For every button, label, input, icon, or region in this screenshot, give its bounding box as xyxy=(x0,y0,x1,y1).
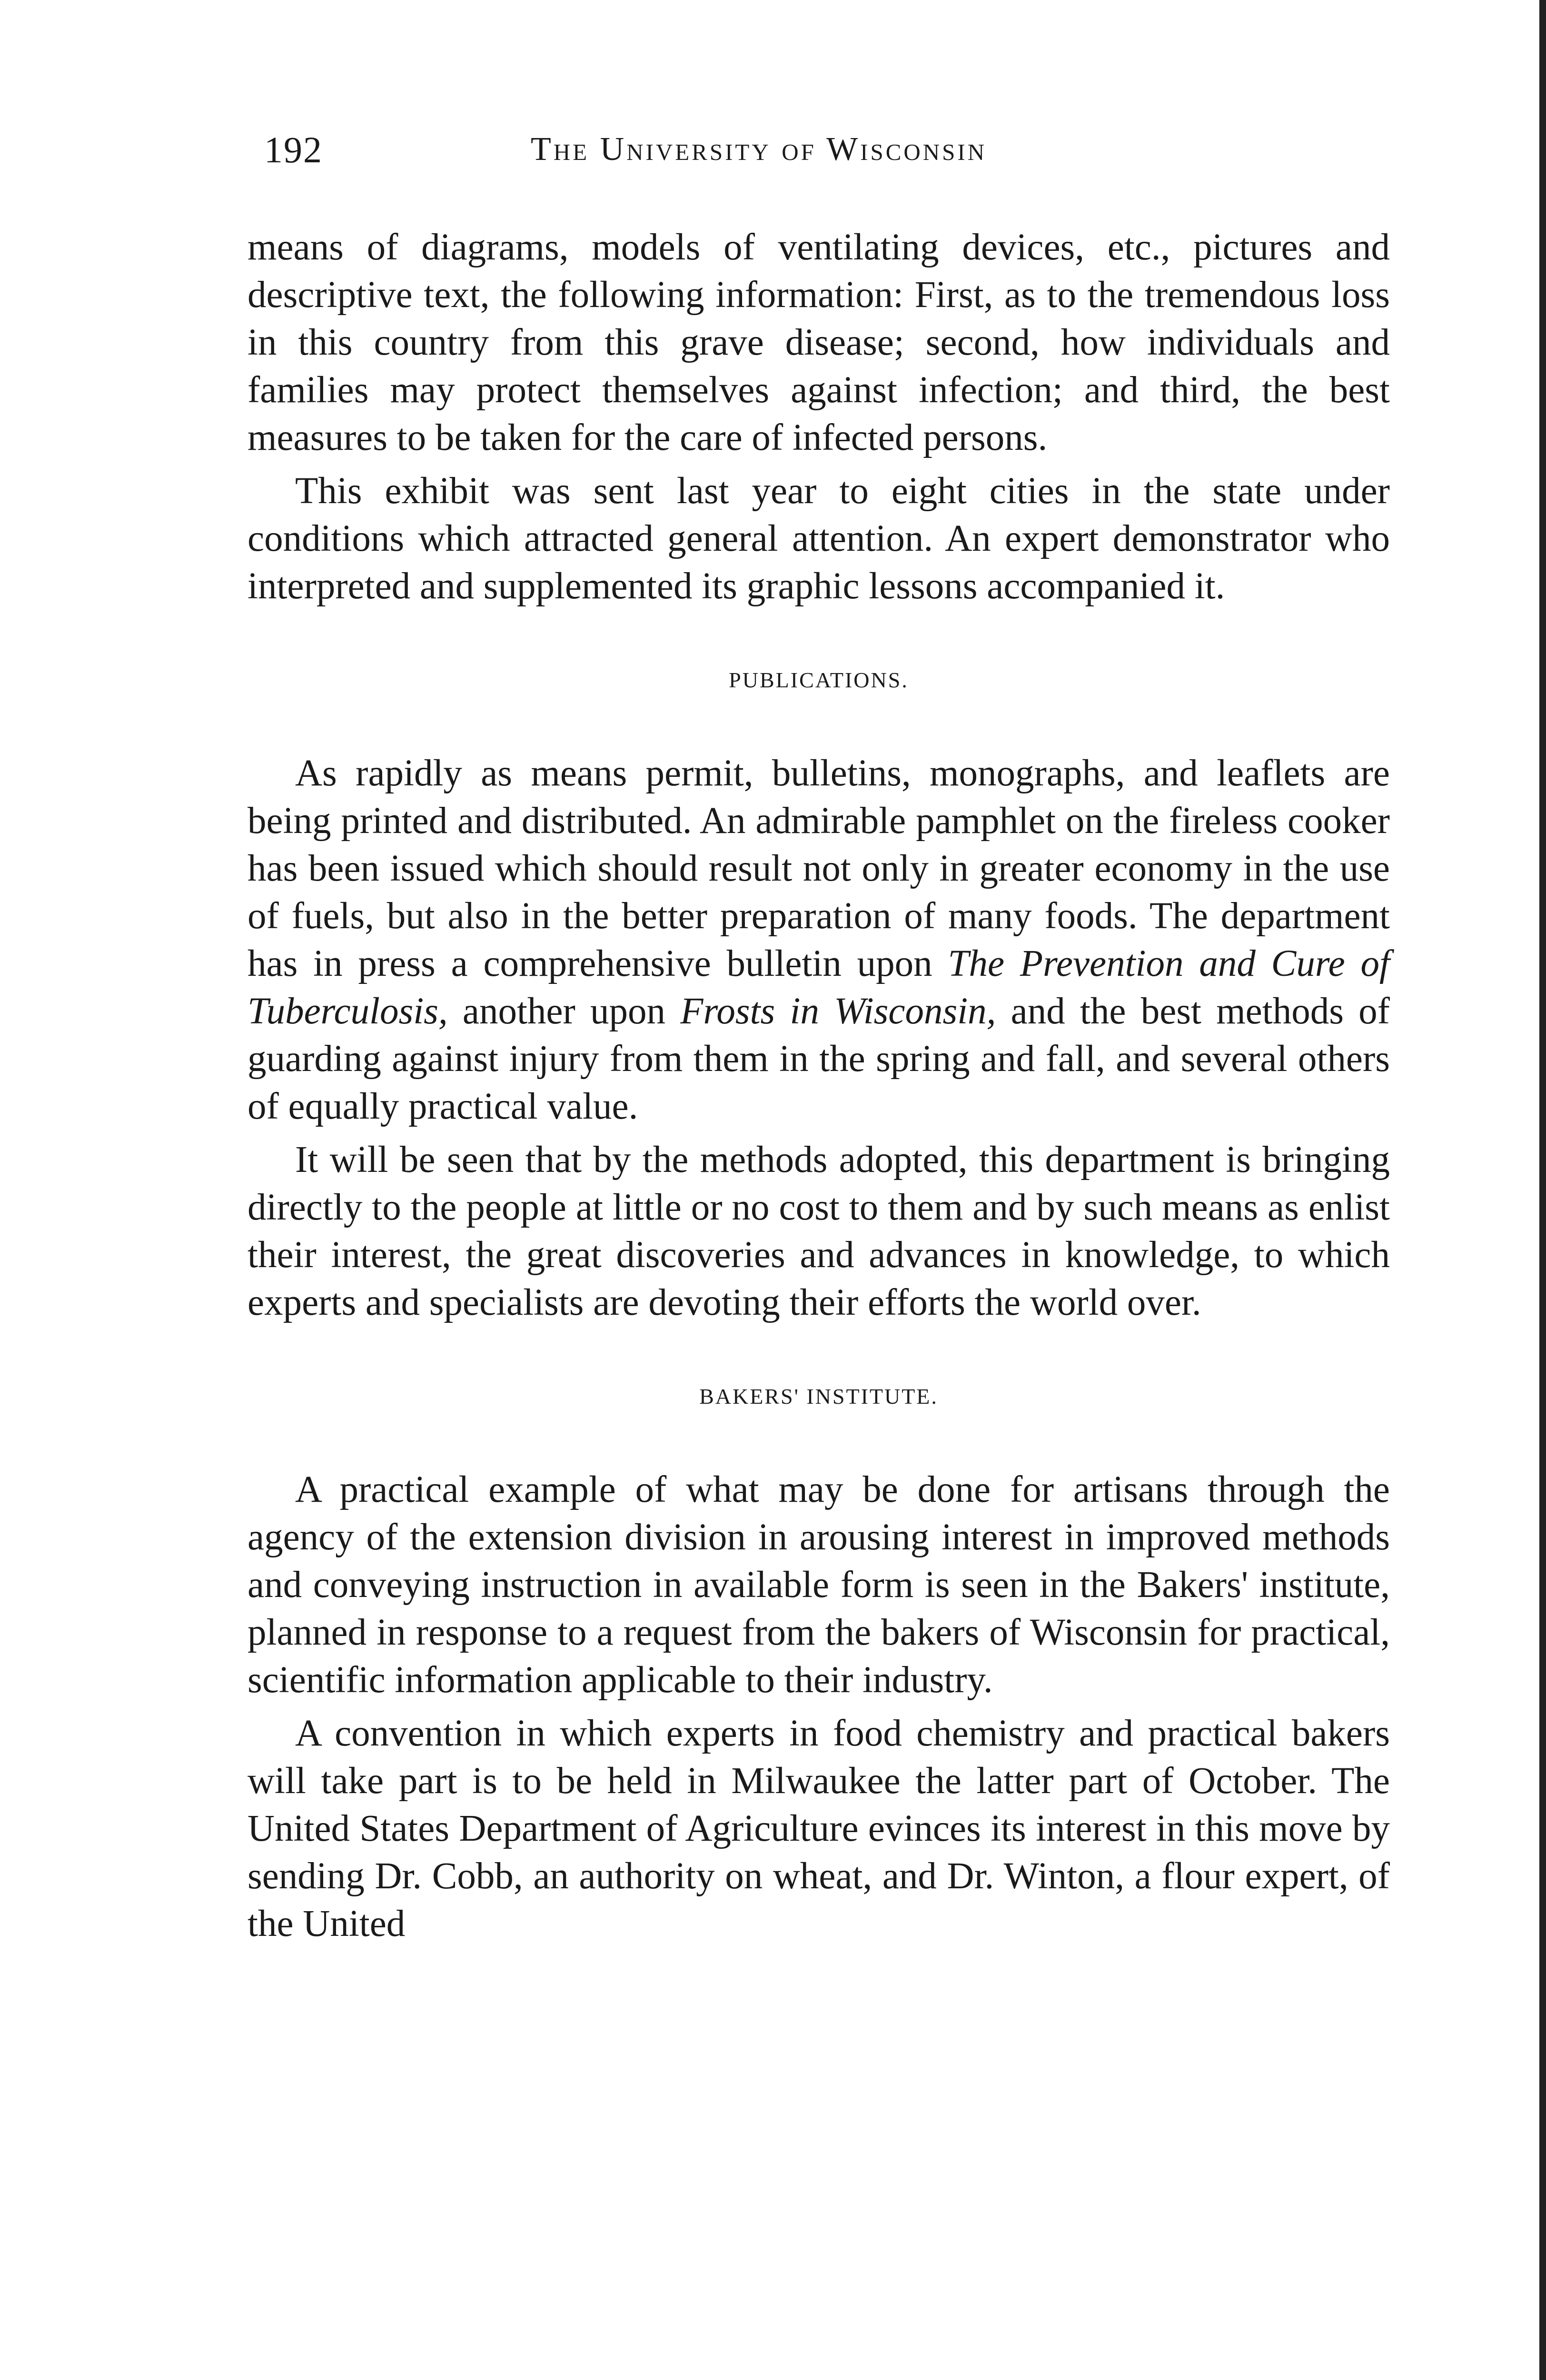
bulletin-title-tuberculosis: The Prevention and Cure of Tuberculosis, xyxy=(248,943,1390,1032)
paragraph-text: and the best methods of guarding against injury from them in the spring and fall, and several others of equally practical value. xyxy=(248,991,1390,1127)
bulletin-title-frosts: Frosts in Wisconsin, xyxy=(680,991,996,1032)
paragraph-bakers-institute: A practical example of what may be done for artisans through the agency of the extension division in arousing interest in improved methods and conveying instruction in available form is seen in the Bakers' institute, planned in response to a request from the bakers of Wisconsin for practical, scientific information applicable to their industry. xyxy=(248,1469,1390,1701)
paragraph-ventilation-exhibit: means of diagrams, models of ventilating devices, etc., pictures and descriptive text, the following information: First, as to the tremendous loss in this country from this grave disease; second, how individuals and families may protect themselves against infection; and third, the best measures to be taken for the care of infected persons. xyxy=(248,227,1390,458)
page-body xyxy=(248,224,1390,1954)
page-number: 192 xyxy=(264,129,323,170)
scan-edge-right xyxy=(1539,0,1546,2380)
paragraph-text: another upon xyxy=(447,991,681,1032)
paragraph-convention: A convention in which experts in food chemistry and practical bakers will take part is to be held in Milwaukee the latter part of October. The United States Department of Agriculture evinces its interest in this move by sending Dr. Cobb, an authority on wheat, and Dr. Winton, a flour expert, of the United xyxy=(248,1713,1390,1944)
section-heading-publications: PUBLICATIONS. xyxy=(729,668,909,692)
paragraph-text: As rapidly as means permit, bulletins, monographs, and leaflets are being printed and distributed. An admirable pamphlet on the fireless cooker has been issued which should result not only in greater economy in the use of fuels, but also in the better preparation of many foods. The department has in press a comprehensive bulletin upon xyxy=(248,753,1390,984)
paragraph-exhibit-tour: This exhibit was sent last year to eight cities in the state under conditions which attracted general attention. An expert demonstrator who interpreted and supplemented its graphic lessons accompanied it. xyxy=(248,470,1390,607)
page-header xyxy=(264,129,1392,186)
paragraph-publications xyxy=(248,750,1390,1130)
running-head: The University of Wisconsin xyxy=(531,131,987,168)
paragraph-department-methods: It will be seen that by the methods adopted, this department is bringing directly to the people at little or no cost to them and by such means as enlist their interest, the great discoveries and advances in knowledge, to which experts and specialists are devoting their efforts the world over. xyxy=(248,1139,1390,1323)
section-heading-bakers-institute: BAKERS' INSTITUTE. xyxy=(699,1384,938,1408)
